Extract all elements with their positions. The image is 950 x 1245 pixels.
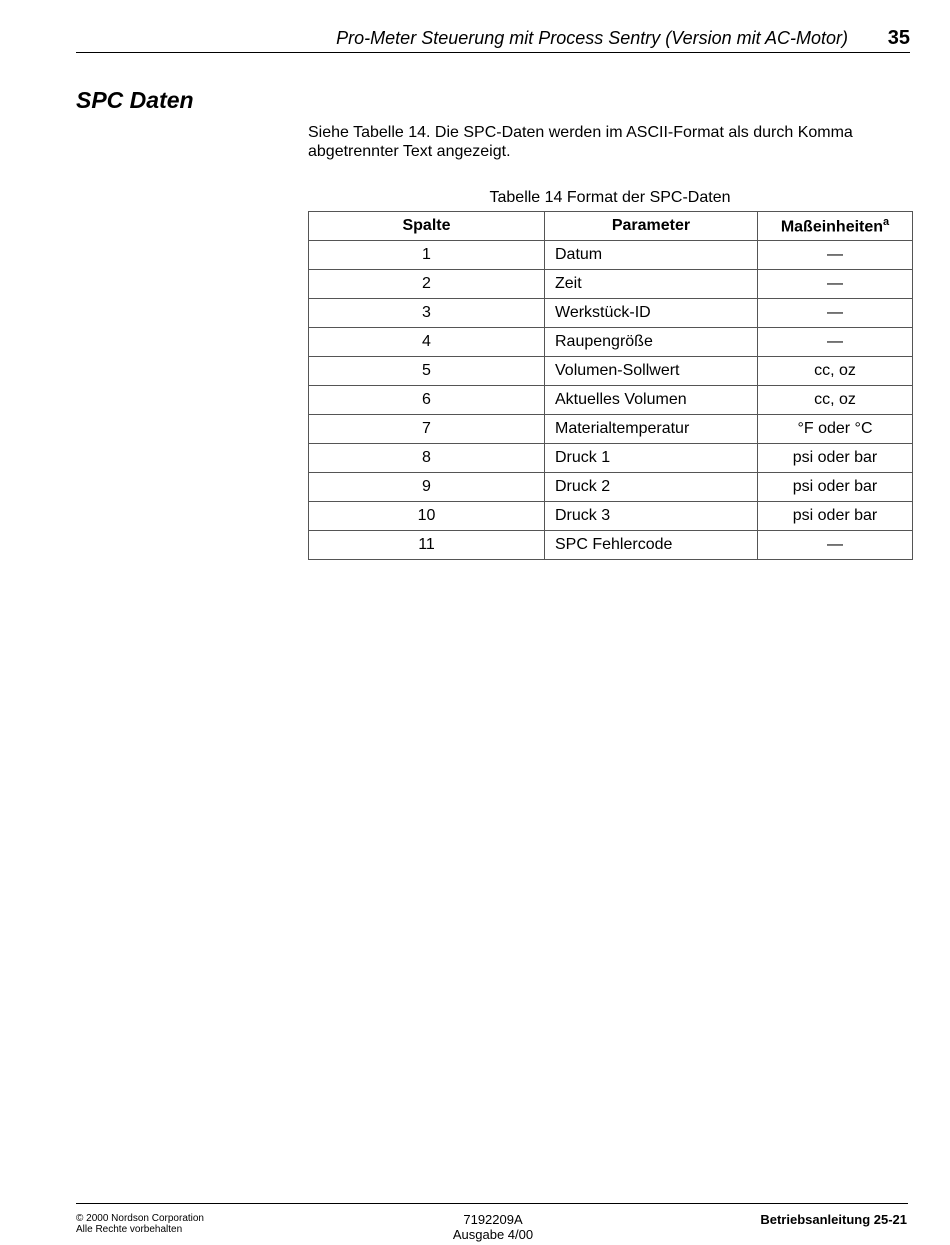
- cell-parameter: Werkstück-ID: [545, 299, 758, 328]
- header-title: Pro-Meter Steuerung mit Process Sentry (Version mit AC-Motor): [336, 28, 848, 48]
- table-row: [309, 473, 913, 502]
- page-number: 35: [887, 27, 910, 49]
- cell-parameter: Volumen-Sollwert: [545, 357, 758, 386]
- cell-spalte: 9: [309, 473, 545, 502]
- footer-divider: [76, 1203, 908, 1204]
- table-row: [309, 502, 913, 531]
- intro-line-2: abgetrennter Text angezeigt.: [308, 143, 511, 160]
- cell-parameter: Druck 1: [545, 444, 758, 473]
- cell-parameter: Zeit: [545, 270, 758, 299]
- cell-parameter: Druck 3: [545, 502, 758, 531]
- cell-spalte: 5: [309, 357, 545, 386]
- cell-spalte: 10: [309, 502, 545, 531]
- table-row: [309, 444, 913, 473]
- cell-einheit: °F oder °C: [758, 415, 913, 444]
- cell-einheit: psi oder bar: [758, 473, 913, 502]
- page-header: [76, 26, 910, 53]
- table-row: [309, 241, 913, 270]
- table-caption: Tabelle 14 Format der SPC-Daten: [489, 189, 731, 206]
- doc-number: 7192209A: [463, 1212, 523, 1227]
- table-row: [309, 270, 913, 299]
- cell-parameter: Raupengröße: [545, 328, 758, 357]
- cell-spalte: 1: [309, 241, 545, 270]
- cell-einheit: —: [758, 299, 913, 328]
- copyright-line-2: Alle Rechte vorbehalten: [76, 1224, 183, 1235]
- edition: Ausgabe 4/00: [452, 1227, 534, 1242]
- cell-spalte: 7: [309, 415, 545, 444]
- cell-spalte: 8: [309, 444, 545, 473]
- footer-copyright: [76, 1213, 204, 1235]
- section-heading: SPC Daten: [76, 87, 194, 113]
- cell-spalte: 2: [309, 270, 545, 299]
- column-header-parameter: Parameter: [545, 212, 758, 241]
- footer-doc-info: [433, 1212, 553, 1242]
- table-body: [309, 241, 913, 560]
- cell-spalte: 3: [309, 299, 545, 328]
- cell-einheit: —: [758, 270, 913, 299]
- cell-parameter: Materialtemperatur: [545, 415, 758, 444]
- table-row: [309, 357, 913, 386]
- table-header-row: [309, 212, 913, 241]
- copyright-line-1: © 2000 Nordson Corporation: [76, 1213, 204, 1224]
- cell-einheit: —: [758, 531, 913, 560]
- cell-einheit: cc, oz: [758, 357, 913, 386]
- cell-einheit: psi oder bar: [758, 502, 913, 531]
- cell-einheit: —: [758, 241, 913, 270]
- table-row: [309, 328, 913, 357]
- spc-data-table: [308, 211, 913, 560]
- cell-einheit: cc, oz: [758, 386, 913, 415]
- table-row: [309, 386, 913, 415]
- cell-spalte: 11: [309, 531, 545, 560]
- footnote-mark: a: [883, 215, 890, 228]
- cell-parameter: SPC Fehlercode: [545, 531, 758, 560]
- table-row: [309, 531, 913, 560]
- cell-parameter: Datum: [545, 241, 758, 270]
- manual-reference: Betriebsanleitung 25-21: [760, 1212, 907, 1227]
- cell-einheit: psi oder bar: [758, 444, 913, 473]
- table-row: [309, 415, 913, 444]
- cell-spalte: 4: [309, 328, 545, 357]
- intro-line-1: Siehe Tabelle 14. Die SPC-Daten werden im ASCII-Format als durch Komma: [308, 124, 853, 141]
- column-header-masseinheiten: Maßeinheiten$^a$: [758, 212, 913, 241]
- cell-einheit: —: [758, 328, 913, 357]
- cell-spalte: 6: [309, 386, 545, 415]
- table-row: [309, 299, 913, 328]
- cell-parameter: Aktuelles Volumen: [545, 386, 758, 415]
- column-header-spalte: Spalte: [309, 212, 545, 241]
- intro-paragraph: [308, 123, 898, 161]
- cell-parameter: Druck 2: [545, 473, 758, 502]
